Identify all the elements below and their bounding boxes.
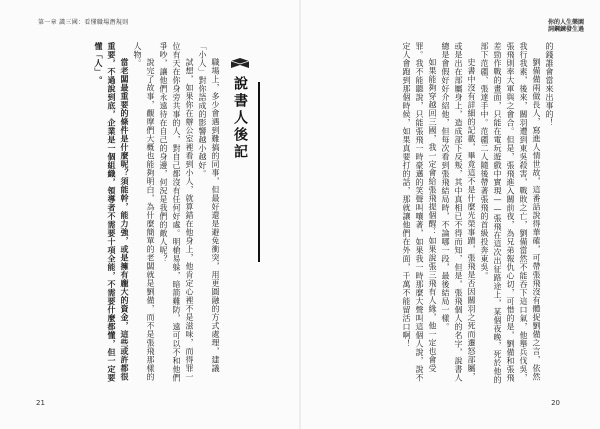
- page-number-left: 21: [36, 399, 45, 407]
- folded-banner-icon: [230, 58, 250, 70]
- left-paragraph-3: 說完了故事，觀摩們大概也能夠明白，為什麼簡單的老闆就是劉備，而不是張飛那樣的人物。: [133, 42, 155, 381]
- left-paragraph-4: 當老闆最重要的條件是什麼呢？須能幹，能力強，或是擁有龐大的資金，這些或許都很重要，不過說到底，企業是一個組織，領導者不需要十項全能，不需要什麼都懂，但一定要懂「人」。: [94, 42, 130, 382]
- right-paragraph-2: 劉備備兩做長人，寫進人情世故，這番話說得華確，可帶張飛沒有體捉劉備之言，依然我行我素，後來，關羽遭到東吳殺害，戰敗之亡，劉備當然不能吞下這口氣，他舉兵伐吳，張飛則率大軍與之會合。但是，張飛進入關前夜，為兄弟報仇心切，可惜的是，劉備和張飛差勁作戰的畫面，只能在電玩遊戲中實現——張飛在這次出征路途上，某個夜晚，死於他的部下范疆、張達手中。范疆二人隨後帶著張飛的首級投奔東吳。: [480, 42, 541, 384]
- afterword-title-block: [222, 58, 266, 278]
- title-rule: [258, 82, 260, 262]
- right-paragraph-3: 史書中沒有詳細的記載，畢竟這不是什麼光榮事蹟，張飛是否因關羽之死而遷怒部屬，或是出在部屬身上，造成部下反叛，其中真相已不得而知，但是，張飛個人的名字，說書人總是會假好好介紹他，但每次看到張飛結局時，不論哪一段，最後結局一樣。: [441, 42, 476, 382]
- afterword-title: 說書人後記: [232, 76, 248, 161]
- right-running-header: [548, 20, 584, 33]
- right-header-line-1: 你的人生樂園: [547, 19, 584, 26]
- left-running-header: 第一章 識三國：看懂職場潛規則: [38, 19, 129, 26]
- right-page: [300, 0, 600, 429]
- right-paragraph-4: 如果能夠穿越回三國，我一定會給張飛提個醒：如果說張三飛有人緣，他一定也會受罪。我不能聽說，只能張飛一時豪邁的笑聲叫嚷著，如果我一時那麼大聲叫這個人說，說不定人會跑到那個時候，如果真要打的話，那就讓他們在外面，千萬不能留活口啊！: [402, 42, 437, 382]
- right-paragraph-1: 的錢誰會當來出事的！: [545, 42, 554, 127]
- right-body-text: [316, 42, 556, 387]
- right-header-line-2: 詞鋼鍊發生過: [547, 25, 584, 33]
- left-paragraph-1: 職場上，多少會遇到難搞的同事，但最好還是避免衝突，用更圓融的方式處理，建議「小人」對你語成的影響越小越好。: [198, 42, 220, 373]
- left-body-text: [44, 42, 222, 387]
- left-paragraph-2: 試想，如果你在辦公室裡看到小人，就算錯在他身上，他肯定心裡不是滋味，而得罪一位有天在你身旁共事的人，對自己都沒有任何好處。明槍易躲，暗箭難防，遠可以不和他們爭吵，讓他們永遠待在自己的身邊，何況是我們的敵人呢？: [159, 42, 194, 382]
- page-number-right: 20: [551, 399, 560, 407]
